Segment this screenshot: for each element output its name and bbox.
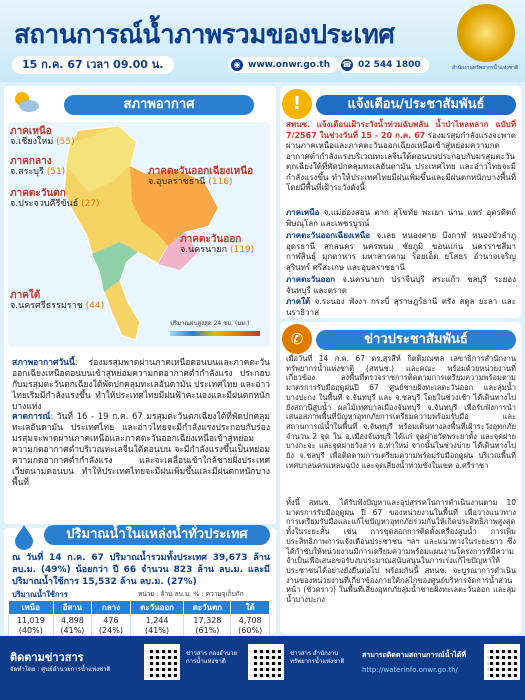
water-drop-icon [12,524,36,550]
legend-scale [170,331,260,336]
cell-percent: (41%) [145,625,170,635]
table-row [9,615,270,637]
rain-value: (51) [46,167,66,177]
forecast-label: คาดการณ์ [12,412,51,422]
logo-caption: สำนักงานทรัพยากรน้ำแห่งชาติ [451,65,519,71]
today-body: : ร่องมรสุมพาดผ่านภาคเหนือตอนบนและภาคตะวันออกเฉียงเหนือตอนบนเข้าสู่หย่อมความกดอากาศต่ำกำลังแรง ประกอบกับมรสุมตะวันตกเฉียงใต้พัดปกคลุมทะเลอันดามัน ประเทศไทย และอ่าวไทยเริ่มมีกำลังแรงขึ้น ทำให้ประเทศไทยมีฝนฟ้าคะนองและมีฝนตกหนักบางแห่ง [12,358,270,412]
area-text: จ.นครนายก ปราจีนบุรี สระแก้ว ชลบุรี ระยอง จันทบุรี และตราด [286,275,516,295]
province-name: จ.ประจวบคีรีขันธ์ [10,199,79,209]
footer-compiled: จัดทำโดย : ศูนย์อำนวยการน้ำแห่งชาติ [10,666,111,673]
region-label-south [10,290,104,312]
water-heading: ปริมาณน้ำในแหล่งน้ำทั่วประเทศ [44,525,270,545]
province-name: จ.นครศรีธรรมราช [10,301,83,311]
water-table [8,600,270,637]
qr-caption-1: ข่าวสาร กองอำนวยการน้ำแห่งชาติ [186,650,238,665]
warning-area-north [286,208,516,229]
area-region: ภาคใต้ [286,297,311,306]
warning-area-east [286,275,516,296]
legend-title: ปริมาณฝนสูงสุด 24 ชม. (มม.) [170,320,250,327]
cell-percent: (41%) [60,625,85,635]
area-region: ภาคตะวันออกเฉียงเหนือ [286,231,371,240]
website-link[interactable] [228,57,338,73]
sun-cloud-icon [12,90,40,114]
forecast-body: : วันที่ 16 - 19 ก.ค. 67 มรสุมตะวันตกเฉียงใต้ที่พัดปกคลุมทะเลอันดามัน ประเทศไทย และอ่าวไทยจะมีกำลังแรงประกอบกับร่องมรสุมจะพาดผ่านภาคเหนือและภาคตะวันออกเฉียงเหนือเข้าสู่หย่อมความกดอากาศต่ำบริเวณทะเลจีนใต้ตอนบน จะมีกำลังแรงขึ้นเป็นหย่อมความกดอากาศต่ำกำลังแรง และจะเคลื่อนเข้าใกล้ชายฝั่งประเทศเวียดนามตอนบน ทำให้ประเทศไทยจะมีฝนเพิ่มขึ้นและมีฝนตกหนักบางพื้นที่ [12,412,270,488]
phone-icon: ☎ [342,60,352,69]
region-name: ภาคตะวันตก [10,188,66,199]
cell-value: 11,019 [16,615,45,625]
warning-heading: แจ้งเตือน/ประชาสัมพันธ์ [316,95,516,115]
rain-value: (44) [85,301,105,311]
region-label-central [10,156,65,178]
rain-value: (116) [208,177,233,187]
news-heading: ข่าวประชาสัมพันธ์ [316,330,516,350]
today-label: สภาพอากาศวันนี้ [12,358,75,368]
footer-brand: สามารถติดตามสถานการณ์น้ำได้ที่ [362,651,466,659]
qr-caption-2: ข่าวสาร สำนักงานทรัพยากรน้ำแห่งชาติ [290,650,345,665]
col-north: เหนือ [9,601,54,615]
unit-note: หน่วย : ล้าน ลบ.ม. % : ความจุเก็บกัก [138,590,244,598]
table-caption: ปริมาณน้ำใช้การ [12,590,68,599]
footer-url[interactable]: http://waterinfo.onwr.go.th/ [362,666,458,674]
qr-code-icon[interactable] [248,644,284,680]
weather-heading: สภาพอากาศ [64,95,254,115]
news-paragraph-2: ทั้งนี้ สทนช. ได้รับฟังปัญหาและอุปสรรคในการดำเนินงานตาม 10 มาตรการรับมือฤดูฝน ปี 67 ของหน่วยงานในพื้นที่ เพื่อวางแนวทางการเตรียมรับมือและแก้ไขปัญหาอุทกภัยร่วมกันให้เกิดประสิทธิภาพสูงสุด ทั้งในระยะสั้น เช่น การขุดลอกการติดตั้งเครื่องสูบน้ำ การเพิ่มประสิทธิภาพการแจ้งเตือนประชาชน ฯลฯ และแนวทางในระยะยาว ซึ่งได้กำชับให้หน่วยงานมีการเตรียมความพร้อมแผนงานโครงการที่มีความจำเป็นเพื่อเสนอขอรับงบประมาณสนับสนุนในการเร่งแก้ไขปัญหาให้ประชาชนได้อย่างยั่งยืนต่อไป พร้อมกันนี้ สทนช. จะบูรณาการดำเนินงานของหน่วยงานที่เกี่ยวข้องภายใต้กลไกของศูนย์บริหารจัดการน้ำส่วนหน้า (ชั่วคราว) ในพื้นที่เสี่ยงอุทกภัยลุ่มน้ำชายฝั่งทะเลตะวันออก และลุ่มน้ำบางปะกง [286,498,516,605]
rain-legend [170,318,270,348]
region-label-east [180,234,254,256]
region-name: ภาคเหนือ [10,126,52,137]
cell-northeast [53,615,92,637]
area-text: จ.เลย หนองคาย บึงกาฬ หนองบัวลำภู อุดรธานี สกลนคร นครพนม ชัยภูมิ ขอนแก่น นครราชสีมา กาฬสินธุ์ มุกดาหาร มหาสารคาม ร้อยเอ็ด ยโสธร อำนาจเจริญ สุรินทร์ ศรีสะเกษ และอุบลราชธานี [286,231,516,272]
cell-value: 1,244 [145,615,169,625]
water-summary: ณ วันที่ 14 ก.ค. 67 ปริมาณน้ำรวมทั้งประเทศ 39,673 ล้าน ลบ.ม. (49%) น้อยกว่า ปี 66 จำนวน 823 ล้าน ลบ.ม. และมีปริมาณน้ำใช้การ 15,532 ล้าน ลบ.ม. (27%) [12,553,270,587]
phone-link[interactable] [338,57,429,73]
col-central: กลาง [92,601,131,615]
region-label-west [10,188,100,210]
warning-area-northeast [286,231,516,273]
megaphone-icon: ✆ [282,324,312,354]
cell-percent: (24%) [98,625,123,635]
warning-intro [286,120,516,194]
weather-forecast-text [12,412,270,489]
province-name: จ.อุบลราชธานี [148,177,206,187]
region-name: ภาคกลาง [10,156,52,167]
cell-percent: (61%) [195,625,220,635]
footer-follow: ติดตามข่าวสาร [10,651,84,664]
rain-value: (27) [81,199,100,209]
website-text: www.onwr.go.th [248,60,331,70]
header [0,0,525,82]
onwr-logo-icon [457,4,515,62]
area-text: จ.แม่ฮ่องสอน ตาก สุโขทัย พะเยา น่าน แพร่ อุตรดิตถ์ พิษณุโลก และเพชรบูรณ์ [286,208,516,228]
cell-value: 4,708 [238,615,262,625]
province-name: จ.สระบุรี [10,167,44,177]
rain-value: (119) [229,245,255,255]
cell-value: 17,328 [193,615,222,625]
phone-text: 02 544 1800 [358,60,421,70]
qr-code-icon[interactable] [144,644,180,680]
region-name: ภาคตะวันออกเฉียงเหนือ [148,166,254,177]
region-label-north [10,126,75,148]
rain-value: (55) [56,137,75,147]
area-text: จ.ระนอง พังงา กระบี่ สุราษฎร์ธานี ตรัง สตูล ยะลา และนราธิวาส [286,297,516,317]
warning-icon: ! [282,89,312,119]
cell-value: 4,898 [60,615,84,625]
cell-south [231,615,270,637]
region-name: ภาคใต้ [10,290,41,301]
cell-percent: (40%) [18,625,43,635]
weather-today-text [12,358,270,413]
col-west: ตะวันตก [184,601,231,615]
warning-body: ร่องมรสุมกำลังแรงจะพาดผ่านภาคเหนือและภาคตะวันออกเฉียงเหนือเข้าสู่หย่อมความกดอากาศต่ำกำลังแรงบริเวณทะเลจีนใต้ตอนบนประกอบกับมรสุมตะวันตกเฉียงใต้ที่พัดปกคลุมทะเลอันดามัน ประเทศไทย และอ่าวไทยจะมีกำลังแรงขึ้น ทำให้ประเทศไทยมีฝนเพิ่มขึ้นและมีฝนตกหนักบางพื้นที่โดยมีพื้นที่เฝ้าระวังดังนี้ [286,130,516,192]
table-header-row [9,601,270,615]
footer [0,636,525,700]
cell-central [92,615,131,637]
cell-percent: (60%) [238,625,263,635]
col-east: ตะวันออก [130,601,184,615]
cell-north [9,615,54,637]
area-region: ภาคเหนือ [286,208,320,217]
warning-area-south [286,297,516,318]
col-northeast: อีสาน [53,601,92,615]
province-name: จ.เชียงใหม่ [10,137,54,147]
province-name: จ.นครนายก [180,245,228,255]
qr-code-icon[interactable] [484,644,520,680]
cell-east [130,615,184,637]
thailand-map [8,122,270,347]
area-region: ภาคตะวันออก [286,275,336,284]
page-title: สถานการณ์น้ำภาพรวมของประเทศ [14,20,395,50]
cell-value: 476 [103,615,119,625]
news-paragraph-1: เมื่อวันที่ 14 ก.ค. 67 ดร.สุรสีห์ กิตติมณฑล เลขาธิการสำนักงานทรัพยากรน้ำแห่งชาติ (สทนช.) และคณะ พร้อมด้วยหน่วยงานที่เกี่ยวข้อง ลงพื้นที่ตรวจราชการติดตามการเตรียมความพร้อมตามมาตรการรับมือฤดูฝนปี 67 ศูนย์ชายฝั่งทะเลตะวันออก และลุ่มน้ำบางปะกง ในพื้นที่ จ.จันทบุรี และ จ.ชลบุรี โดยในช่วงเช้า ได้เดินทางไปยังสถานีสูบน้ำ ผลไม้เทศบาลเมืองจันทบุรี จ.จันทบุรี เพื่อรับฟังการนำเสนอสภาพพื้นที่ปัญหาอุทกภัยการเตรียมความพร้อมรับมือ และสถานการณ์น้ำในพื้นที่ จ.จันทบุรี พร้อมเดินทางลงพื้นที่เฝ้าระวังอุทกภัย จำนวน 2 จุด ใน อ.เมืองจันทบุรี ได้แก่ จุดฝายวัดพระยาตั้ง และจุดฝายบางกะจะ และจุดฝายวังสาร อ.ท่าใหม่ จากนั้นในช่วงบ่าย ได้เดินทางไปยัง จ.ชลบุรี เพื่อติดตามการเตรียมความพร้อมรับมือฤดูฝน บริเวณพื้นที่เทศบาลนครแหลมฉบัง และจุดเสี่ยงน้ำท่วมขังในเขต อ.ศรีราชา [286,354,516,470]
region-label-northeast [148,166,253,188]
warning-title: สทนช. แจ้งเตือนเฝ้าระวังน้ำท่วมฉับพลัน น้ำป่าไหลหลาก ฉบับที่ 7/2567 ในช่วงวันที่ 15 - 20 ก.ค. 67 [286,120,516,140]
globe-icon: ◉ [231,59,243,71]
cell-west [184,615,231,637]
region-name: ภาคตะวันออก [180,234,242,245]
col-south: ใต้ [231,601,270,615]
report-date: 15 ก.ค. 67 เวลา 09.00 น. [12,56,174,74]
